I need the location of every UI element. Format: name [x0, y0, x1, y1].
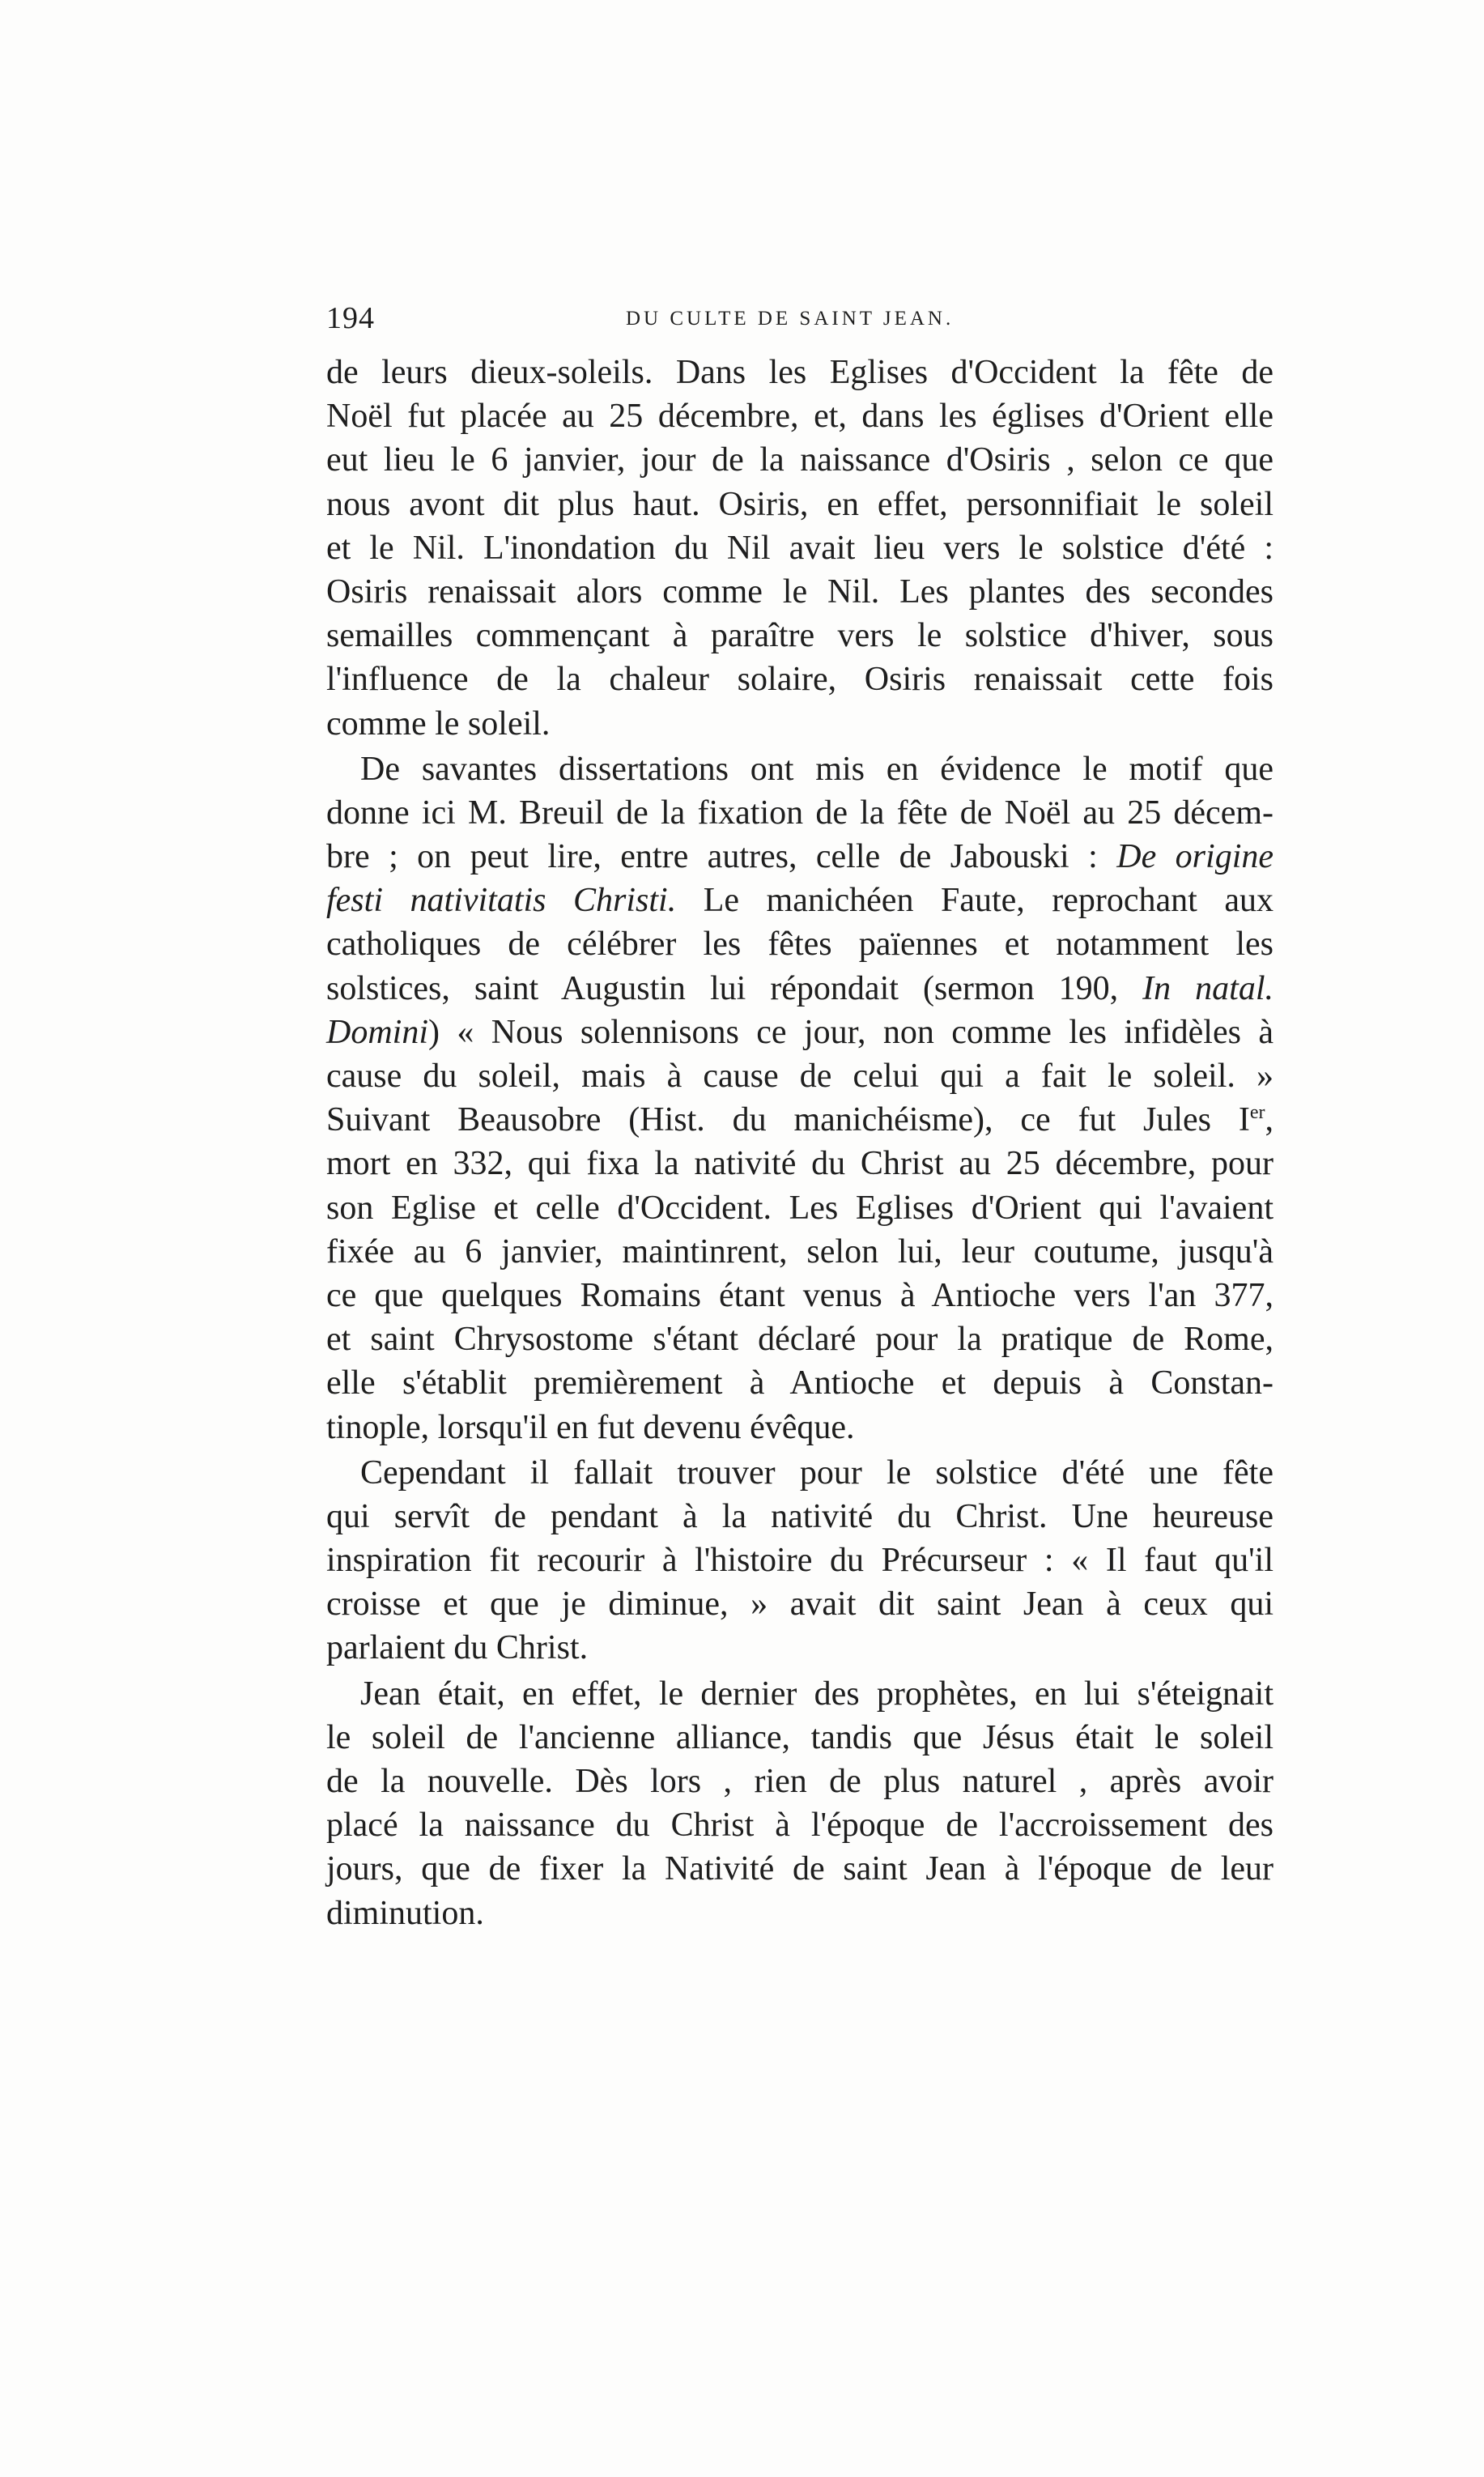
- text-line: ce que quelques Romains étant venus à Antioche vers l'an 377,: [326, 1276, 1274, 1314]
- text-segment: ) « Nous solennisons ce jour, non comme les infidèles à: [428, 1013, 1274, 1051]
- text-segment: solstices, saint Augustin lui répondait (sermon 190,: [326, 969, 1143, 1007]
- superscript: er: [1249, 1102, 1265, 1124]
- text-line: [326, 1011, 1274, 1054]
- text-line: diminution.: [326, 1894, 484, 1932]
- text-line: jours, que de fixer la Nativité de saint Jean à l'époque de leur: [326, 1850, 1274, 1888]
- text-line: nous avont dit plus haut. Osiris, en effet, personnifiait le soleil: [326, 485, 1274, 523]
- text-segment: Le manichéen Faute, reprochant aux: [676, 882, 1274, 920]
- text-line: eut lieu le 6 janvier, jour de la naissance d'Osiris , selon ce que: [326, 441, 1274, 479]
- text-line: inspiration fit recourir à l'histoire du Précurseur : « Il faut qu'il: [326, 1542, 1274, 1580]
- text-line: De savantes dissertations ont mis en évidence le motif que: [360, 750, 1274, 788]
- page-number: 194: [326, 301, 375, 335]
- text-line: fixée au 6 janvier, maintinrent, selon lui, leur coutume, jusqu'à: [326, 1232, 1274, 1270]
- text-line: elle s'établit premièrement à Antioche et depuis à Constan-: [326, 1364, 1274, 1402]
- work-title: Domini: [326, 1013, 428, 1051]
- text-line: cause du soleil, mais à cause de celui qui a fait le soleil. »: [326, 1058, 1274, 1095]
- text-line: l'influence de la chaleur solaire, Osiris renaissait cette fois: [326, 661, 1274, 699]
- page-header: [326, 298, 1274, 338]
- text-line: de la nouvelle. Dès lors , rien de plus naturel , après avoir: [326, 1763, 1274, 1800]
- text-line: de leurs dieux-soleils. Dans les Eglises d'Occident la fête de: [326, 354, 1274, 391]
- body-text: [326, 351, 1274, 1935]
- work-title: festi nativitatis Christi.: [326, 882, 677, 920]
- text-line: parlaient du Christ.: [326, 1629, 589, 1667]
- text-line: Noël fut placée au 25 décembre, et, dans les églises d'Orient elle: [326, 398, 1274, 436]
- work-title: In natal.: [1142, 969, 1274, 1007]
- text-line: Osiris renaissait alors comme le Nil. Les plantes des secondes: [326, 572, 1274, 611]
- text-line: mort en 332, qui fixa la nativité du Christ au 25 décembre, pour: [326, 1145, 1274, 1183]
- text-line: [326, 879, 1274, 922]
- text-line: qui servît de pendant à la nativité du Christ. Une heureuse: [326, 1497, 1274, 1535]
- text-line: catholiques de célébrer les fêtes païennes et notamment les: [326, 926, 1274, 964]
- text-line: son Eglise et celle d'Occident. Les Eglises d'Orient qui l'avaient: [326, 1189, 1274, 1227]
- text-line: Cependant il fallait trouver pour le solstice d'été une fête: [360, 1453, 1274, 1492]
- text-line: [326, 967, 1274, 1011]
- running-title: DU CULTE DE SAINT JEAN.: [626, 308, 955, 330]
- text-segment: bre ; on peut lire, entre autres, celle de Jabouski :: [326, 838, 1117, 876]
- work-title: De origine: [1116, 838, 1274, 876]
- text-line: et saint Chrysostome s'étant déclaré pour la pratique de Rome,: [326, 1321, 1274, 1359]
- text-line: tinople, lorsqu'il en fut devenu évêque.: [326, 1408, 855, 1446]
- text-line: Jean était, en effet, le dernier des prophètes, en lui s'éteignait: [360, 1675, 1274, 1713]
- text-line: [326, 1098, 1274, 1142]
- text-line: [326, 835, 1274, 879]
- text-line: croisse et que je diminue, » avait dit saint Jean à ceux qui: [326, 1585, 1274, 1624]
- text-line: semailles commençant à paraître vers le solstice d'hiver, sous: [326, 617, 1274, 655]
- text-line: et le Nil. L'inondation du Nil avait lieu vers le solstice d'été :: [326, 529, 1274, 567]
- text-line: placé la naissance du Christ à l'époque de l'accroissement des: [326, 1807, 1274, 1845]
- text-line: comme le soleil.: [326, 704, 551, 743]
- text-segment: ,: [1265, 1101, 1274, 1139]
- text-line: donne ici M. Breuil de la fixation de la fête de Noël au 25 décem-: [326, 794, 1274, 832]
- text-line: le soleil de l'ancienne alliance, tandis que Jésus était le soleil: [326, 1718, 1274, 1756]
- text-segment: Suivant Beausobre (Hist. du manichéisme), ce fut Jules I: [326, 1101, 1250, 1139]
